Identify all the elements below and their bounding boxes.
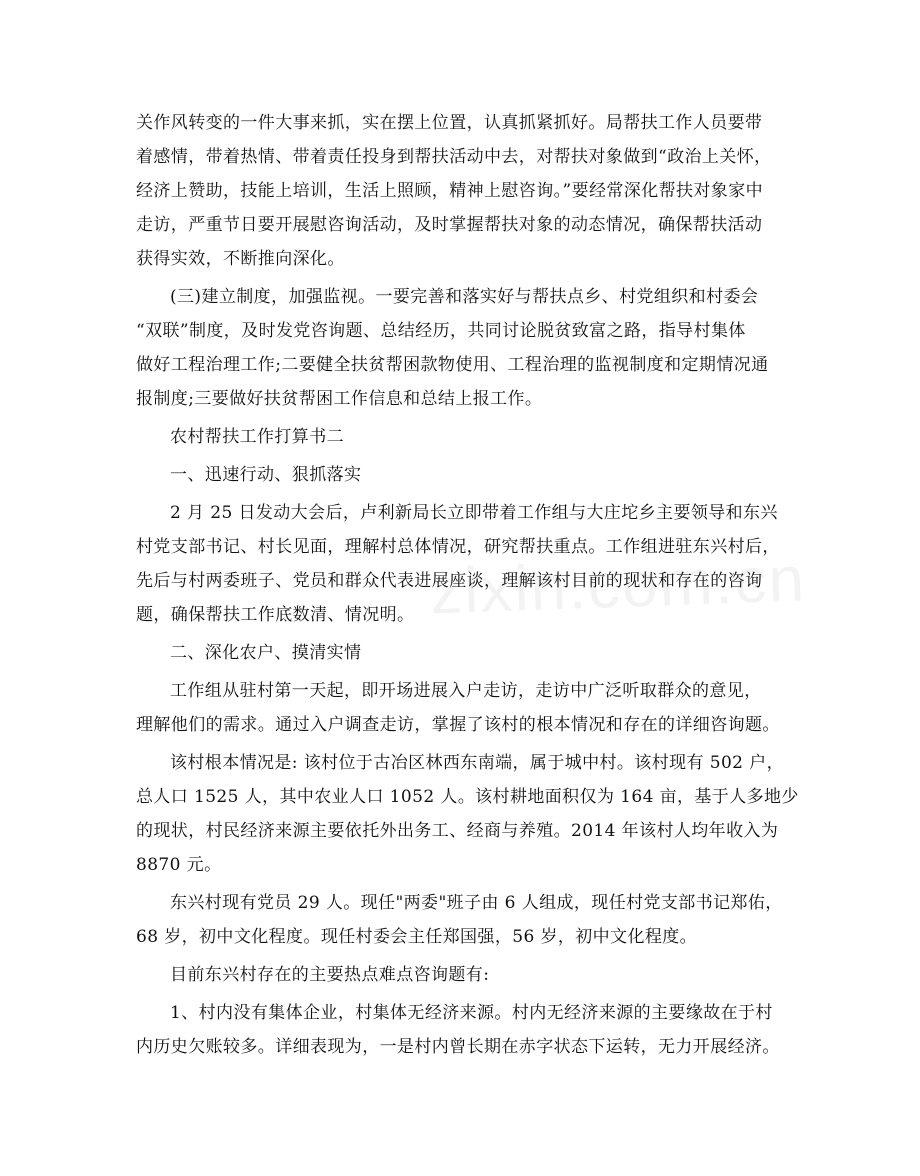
text-line: 内历史欠账较多。详细表现为，一是村内曾长期在赤字状态下运转，无力开展经济。: [136, 1037, 780, 1057]
text-line: 目前东兴村存在的主要热点难点咨询题有:: [170, 965, 490, 985]
text-line: 农村帮扶工作打算书二: [170, 427, 344, 447]
text-line: 关作风转变的一件大事来抓，实在摆上位置，认真抓紧抓好。局帮扶工作人员要带: [136, 113, 763, 133]
text-line: 1、村内没有集体企业，村集体无经济来源。村内无经济来源的主要缘故在于村: [170, 1003, 773, 1023]
text-line: 先后与村两委班子、党员和群众代表进展座谈，理解该村目前的现状和存在的咨询: [136, 571, 763, 591]
section-heading: [136, 458, 786, 492]
text-line: 获得实效，不断推向深化。: [136, 249, 345, 269]
section-heading: [136, 636, 786, 670]
text-line: 工作组从驻村第一天起，即开场进展入户走访，走访中广泛听取群众的意见，: [170, 681, 762, 701]
text-line: 一、迅速行动、狠抓落实: [170, 465, 362, 485]
paragraph: [136, 496, 786, 632]
paragraph: [136, 746, 799, 882]
text-line: 的现状，村民经济来源主要依托外出务工、经商与养殖。2014 年该村人均年收入为: [136, 821, 779, 841]
paragraph: [136, 958, 786, 992]
text-line: 二、深化农户、摸清实情: [170, 643, 362, 663]
text-line: 8870 元。: [136, 855, 222, 875]
paragraph: [136, 280, 786, 416]
paragraph: [136, 886, 786, 954]
text-line: (三)建立制度，加强监视。一要完善和落实好与帮扶点乡、村党组织和村委会: [170, 287, 759, 307]
text-line: 走访，严重节日要开展慰咨询活动，及时掌握帮扶对象的动态情况，确保帮扶活动: [136, 215, 763, 235]
text-line: 68 岁，初中文化程度。现任村委会主任郑国强，56 岁，初中文化程度。: [136, 927, 698, 947]
text-line: 题，确保帮扶工作底数清、情况明。: [136, 605, 415, 625]
paragraph: [136, 106, 786, 276]
section-title: [136, 420, 786, 454]
paragraph: [136, 996, 786, 1064]
text-line: 做好工程治理工作;二要健全扶贫帮困款物使用、工程治理的监视制度和定期情况通: [136, 355, 769, 375]
text-line: 东兴村现有党员 29 人。现任"两委"班子由 6 人组成，现任村党支部书记郑佑，: [170, 893, 783, 913]
text-line: 2 月 25 日发动大会后，卢利新局长立即带着工作组与大庄坨乡主要领导和东兴: [170, 503, 778, 523]
text-line: 报制度;三要做好扶贫帮困工作信息和总结上报工作。: [136, 389, 543, 409]
text-line: 总人口 1525 人，其中农业人口 1052 人。该村耕地面积仅为 164 亩，基于人多地少: [136, 787, 799, 807]
text-line: “双联”制度，及时发党咨询题、总结经历，共同讨论脱贫致富之路，指导村集体: [136, 321, 746, 341]
text-line: 该村根本情况是: 该村位于古冶区林西东南端，属于城中村。该村现有 502 户，: [170, 753, 784, 773]
document-body: [136, 106, 799, 1064]
text-line: 着感情，带着热情、带着责任投身到帮扶活动中去，对帮扶对象做到“政治上关怀，: [136, 147, 772, 167]
text-line: 村党支部书记、村长见面，理解村总体情况，研究帮扶重点。工作组进驻东兴村后，: [136, 537, 780, 557]
text-line: 理解他们的需求。通过入户调查走访，掌握了该村的根本情况和存在的详细咨询题。: [136, 715, 780, 735]
paragraph: [136, 674, 786, 742]
text-line: 经济上赞助，技能上培训，生活上照顾，精神上慰咨询。”要经常深化帮扶对象家中: [136, 181, 763, 201]
